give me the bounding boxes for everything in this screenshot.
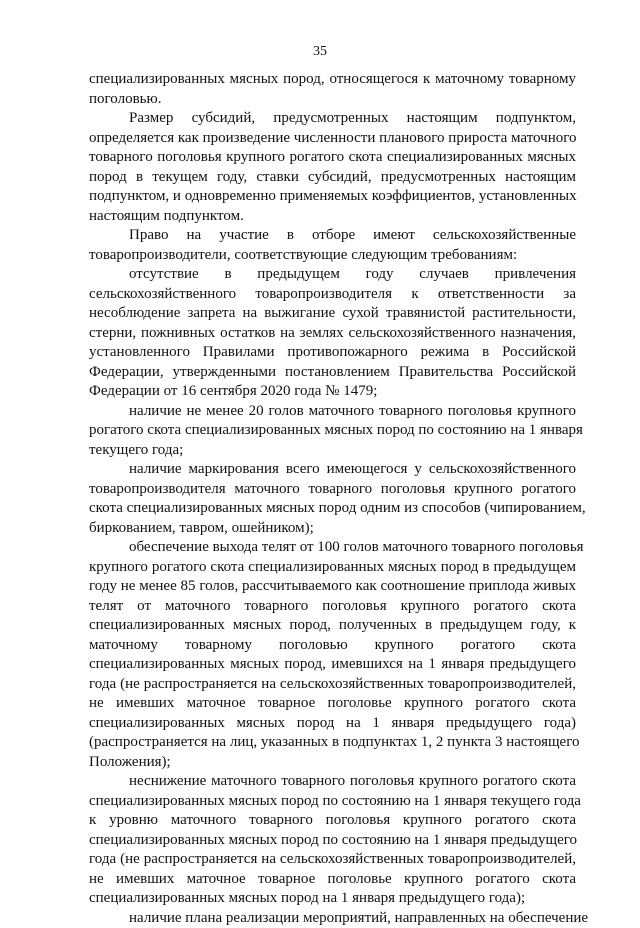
text-line: сельскохозяйственного товаропроизводителя к ответственности за xyxy=(89,285,576,305)
text-line: подпунктом, и одновременно применяемых коэффициентов, установленных xyxy=(89,187,576,207)
text-line: стерни, пожнивных остатков на землях сельскохозяйственного назначения, xyxy=(89,324,576,344)
text-line: поголовью. xyxy=(89,90,576,110)
text-line: товарного поголовья крупного рогатого скота специализированных мясных xyxy=(89,148,576,168)
text-line: крупного рогатого скота специализированных мясных пород в предыдущем xyxy=(89,558,576,578)
text-line: Размер субсидий, предусмотренных настоящим подпунктом, xyxy=(89,109,576,129)
text-line: специализированных мясных пород на 1 января предыдущего года); xyxy=(89,889,576,909)
text-line: не имевших маточное товарное поголовье крупного рогатого скота xyxy=(89,694,576,714)
text-line: установленного Правилами противопожарного режима в Российской xyxy=(89,343,576,363)
text-line: пород в текущем году, ставки субсидий, предусмотренных настоящим xyxy=(89,168,576,188)
text-line: наличие плана реализации мероприятий, направленных на обеспечение xyxy=(89,909,576,928)
text-line: специализированных мясных пород по состоянию на 1 января предыдущего xyxy=(89,831,576,851)
text-line: неснижение маточного товарного поголовья крупного рогатого скота xyxy=(89,772,576,792)
paragraph xyxy=(89,772,576,909)
paragraph xyxy=(89,70,576,109)
document-body xyxy=(89,70,576,928)
paragraph xyxy=(89,460,576,538)
text-line: года (не распространяется на сельскохозяйственных товаропроизводителей, xyxy=(89,675,576,695)
text-line: наличие не менее 20 голов маточного товарного поголовья крупного xyxy=(89,402,576,422)
text-line: товаропроизводителя маточного товарного поголовья крупного рогатого xyxy=(89,480,576,500)
text-line: году не менее 85 голов, рассчитываемого как соотношение приплода живых xyxy=(89,577,576,597)
text-line: года (не распространяется на сельскохозяйственных товаропроизводителей, xyxy=(89,850,576,870)
paragraph xyxy=(89,109,576,226)
page-number: 35 xyxy=(0,44,640,60)
text-line: скота специализированных мясных пород одним из способов (чипированием, xyxy=(89,499,576,519)
text-line: к уровню маточного товарного поголовья крупного рогатого скота xyxy=(89,811,576,831)
text-line: несоблюдение запрета на выжигание сухой травянистой растительности, xyxy=(89,304,576,324)
paragraph xyxy=(89,265,576,402)
text-line: (распространяется на лиц, указанных в подпунктах 1, 2 пункта 3 настоящего xyxy=(89,733,576,753)
text-line: Федерации от 16 сентября 2020 года № 1479; xyxy=(89,382,576,402)
text-line: Положения); xyxy=(89,753,576,773)
text-line: специализированных мясных пород на 1 января предыдущего года) xyxy=(89,714,576,734)
text-line: настоящим подпунктом. xyxy=(89,207,576,227)
text-line: специализированных мясных пород, относящегося к маточному товарному xyxy=(89,70,576,90)
text-line: обеспечение выхода телят от 100 голов маточного товарного поголовья xyxy=(89,538,576,558)
text-line: наличие маркирования всего имеющегося у сельскохозяйственного xyxy=(89,460,576,480)
text-line: Право на участие в отборе имеют сельскохозяйственные xyxy=(89,226,576,246)
text-line: не имевших маточное товарное поголовье крупного рогатого скота xyxy=(89,870,576,890)
text-line: маточному товарному поголовью крупного рогатого скота xyxy=(89,636,576,656)
text-line: специализированных мясных пород, имевшихся на 1 января предыдущего xyxy=(89,655,576,675)
paragraph xyxy=(89,538,576,772)
text-line: товаропроизводители, соответствующие следующим требованиям: xyxy=(89,246,576,266)
text-line: рогатого скота специализированных мясных пород по состоянию на 1 января xyxy=(89,421,576,441)
text-line: определяется как произведение численности планового прироста маточного xyxy=(89,129,576,149)
text-line: отсутствие в предыдущем году случаев привлечения xyxy=(89,265,576,285)
text-line: Федерации, утвержденными постановлением Правительства Российской xyxy=(89,363,576,383)
paragraph xyxy=(89,226,576,265)
paragraph xyxy=(89,402,576,461)
text-line: специализированных мясных пород, полученных в предыдущем году, к xyxy=(89,616,576,636)
text-line: биркованием, тавром, ошейником); xyxy=(89,519,576,539)
text-line: текущего года; xyxy=(89,441,576,461)
text-line: телят от маточного товарного поголовья крупного рогатого скота xyxy=(89,597,576,617)
paragraph xyxy=(89,909,576,928)
text-line: специализированных мясных пород по состоянию на 1 января текущего года xyxy=(89,792,576,812)
